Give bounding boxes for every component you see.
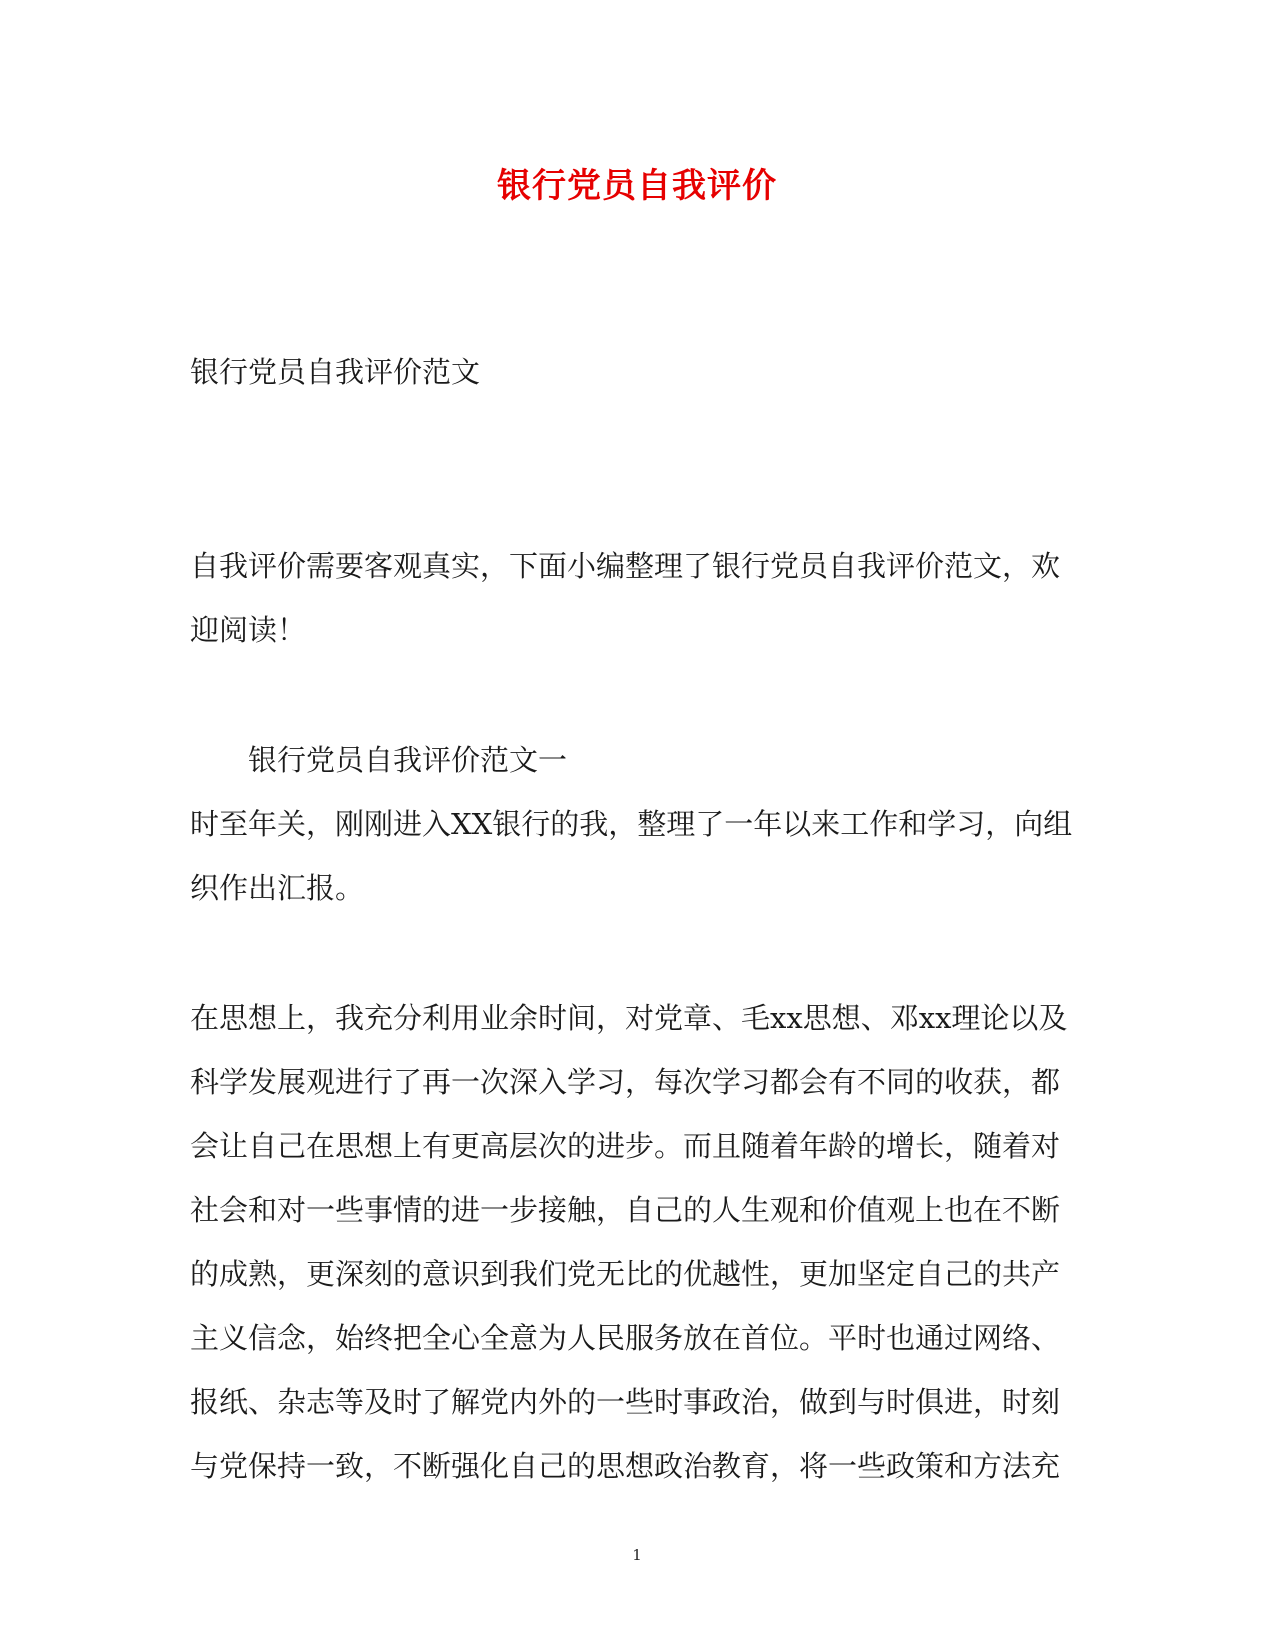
section-heading: 银行党员自我评价范文一 [248,743,568,777]
paragraph-1 [190,792,1073,920]
paragraph-line: 的成熟，更深刻的意识到我们党无比的优越性，更加坚定自己的共产 [190,1257,1061,1291]
paragraph-line: 会让自己在思想上有更高层次的进步。而且随着年龄的增长，随着对 [190,1129,1061,1163]
paragraph-line: 与党保持一致，不断强化自己的思想政治教育，将一些政策和方法充 [190,1449,1061,1483]
intro-paragraph [190,534,1070,662]
paragraph-line: 科学发展观进行了再一次深入学习，每次学习都会有不同的收获，都 [190,1065,1061,1099]
intro-line: 迎阅读！ [190,613,307,647]
paragraph-line: 报纸、杂志等及时了解党内外的一些时事政治，做到与时俱进，时刻 [190,1385,1061,1419]
document-subtitle: 银行党员自我评价范文 [190,355,481,389]
paragraph-line: 主义信念，始终把全心全意为人民服务放在首位。平时也通过网络、 [190,1321,1061,1355]
document-title: 银行党员自我评价 [497,166,777,206]
paragraph-line: 社会和对一些事情的进一步接触，自己的人生观和价值观上也在不断 [190,1193,1061,1227]
paragraph-line: 在思想上，我充分利用业余时间，对党章、毛xx思想、邓xx理论以及 [190,1001,1068,1035]
intro-line: 自我评价需要客观真实，下面小编整理了银行党员自我评价范文，欢 [190,549,1061,583]
paragraph-line: 织作出汇报。 [190,871,365,905]
page-number: 1 [632,1546,642,1564]
paragraph-line: 时至年关，刚刚进入XX银行的我，整理了一年以来工作和学习，向组 [190,807,1073,841]
paragraph-2 [190,986,1070,1498]
